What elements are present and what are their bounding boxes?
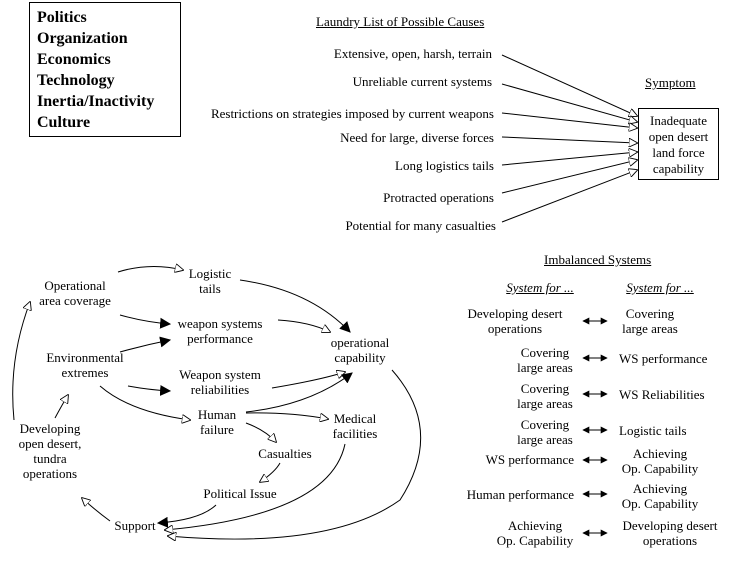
node-developing-open-desert: Developing open desert, tundra operations xyxy=(18,421,82,481)
node-human-failure: Human failure xyxy=(197,407,237,437)
arrow-political-support xyxy=(158,505,216,523)
cause-restrictions: Restrictions on strategies imposed by current weapons xyxy=(210,106,494,121)
causes-title: Laundry List of Possible Causes xyxy=(316,14,485,29)
arrow-logistic-opcap xyxy=(240,280,350,332)
node-operational-area-coverage: Operational area coverage xyxy=(39,278,111,308)
symptom-line: Inadequate xyxy=(649,113,708,128)
imbalanced-right-7: Developing desert operations xyxy=(622,518,718,548)
imbalanced-left-7: Achieving Op. Capability xyxy=(496,518,574,548)
arrow-env-weaponperf xyxy=(120,340,170,352)
imbalanced-col-right: System for ... xyxy=(626,280,694,295)
node-casualties: Casualties xyxy=(258,446,312,461)
imbalanced-left-3: Covering large areas xyxy=(517,381,573,411)
cause-unreliable: Unreliable current systems xyxy=(352,74,492,89)
node-weapon-system-reliabilities: Weapon system reliabilities xyxy=(179,367,261,397)
arrow-developing-env xyxy=(55,395,68,418)
arrow-coverage-logistic xyxy=(118,266,183,272)
imbalanced-left-2: Covering large areas xyxy=(517,345,573,375)
symptom-line: land force xyxy=(652,145,705,160)
arrow-developing-coverage xyxy=(13,302,30,420)
factor-economics: Economics xyxy=(37,51,111,68)
arrow-env-reliab xyxy=(128,386,170,391)
arrow-env-human xyxy=(100,386,190,420)
imbalanced-col-left: System for ... xyxy=(506,280,574,295)
symptom-line: capability xyxy=(652,161,705,176)
imbalanced-right-5: Achieving Op. Capability xyxy=(621,446,699,476)
node-environmental-extremes: Environmental extremes xyxy=(46,350,124,380)
arrow-human-medical xyxy=(246,413,328,419)
node-logistic-tails: Logistic tails xyxy=(188,266,232,296)
arrow-cause-unreliable xyxy=(502,84,637,122)
arrow-cause-forces xyxy=(502,137,637,143)
node-weapon-systems-performance: weapon systems performance xyxy=(177,316,263,346)
imbalanced-right-2: WS performance xyxy=(619,351,708,366)
imbalanced-left-1: Developing desert operations xyxy=(467,306,563,336)
node-operational-capability: operational capability xyxy=(330,335,390,365)
imbalanced-left-5: WS performance xyxy=(485,452,574,467)
node-support: Support xyxy=(114,518,156,533)
factor-inertia: Inertia/Inactivity xyxy=(37,93,155,110)
imbalanced-right-4: Logistic tails xyxy=(619,423,687,438)
imbalanced-title: Imbalanced Systems xyxy=(544,252,652,267)
cause-protracted: Protracted operations xyxy=(383,190,494,205)
arrow-coverage-weapon-perf xyxy=(120,315,170,324)
arrow-casualties-political xyxy=(260,463,280,482)
factor-technology: Technology xyxy=(37,72,115,89)
arrow-cause-protracted xyxy=(502,160,637,193)
arrow-cause-logistics xyxy=(502,152,637,165)
arrow-opcap-support xyxy=(168,370,421,539)
symptom-line: open desert xyxy=(648,129,709,144)
factor-politics: Politics xyxy=(37,9,87,26)
arrow-cause-terrain xyxy=(502,55,637,116)
arrow-cause-casualties xyxy=(502,170,637,222)
imbalanced-left-6: Human performance xyxy=(466,487,574,502)
node-political-issue: Political Issue xyxy=(203,486,277,501)
arrow-human-opcap xyxy=(246,373,352,412)
cause-casualties: Potential for many casualties xyxy=(345,218,496,233)
node-medical-facilities: Medical facilities xyxy=(332,411,378,441)
arrow-human-casualties xyxy=(246,423,276,442)
imbalanced-right-6: Achieving Op. Capability xyxy=(621,481,699,511)
factor-culture: Culture xyxy=(37,114,91,131)
imbalanced-right-1: Covering large areas xyxy=(622,306,678,336)
symptom-title: Symptom xyxy=(645,75,696,90)
factor-organization: Organization xyxy=(37,30,128,47)
cause-logistics: Long logistics tails xyxy=(395,158,494,173)
arrow-reliab-opcap xyxy=(272,372,345,388)
arrow-weaponperf-opcap xyxy=(278,320,330,332)
arrow-cause-restrictions xyxy=(502,113,637,128)
cause-forces: Need for large, diverse forces xyxy=(340,130,494,145)
arrow-support-developing xyxy=(82,498,110,521)
imbalanced-left-4: Covering large areas xyxy=(517,417,573,447)
imbalanced-right-3: WS Reliabilities xyxy=(619,387,705,402)
cause-terrain: Extensive, open, harsh, terrain xyxy=(333,46,492,61)
